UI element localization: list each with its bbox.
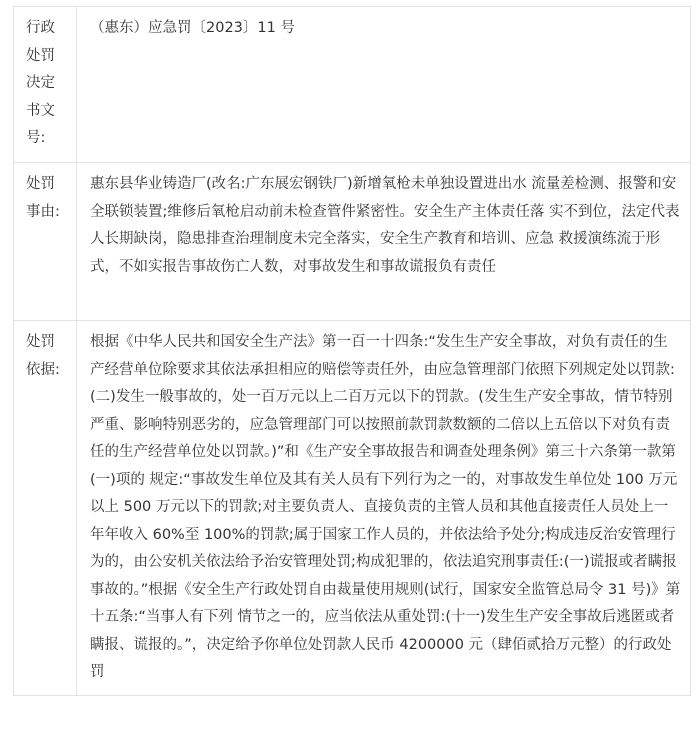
table-row [14, 163, 691, 321]
penalty-info-table [13, 6, 691, 696]
penalty-reason-label: 处罚事由: [14, 163, 77, 321]
decision-number-value: （惠东）应急罚〔2023〕11 号 [77, 7, 691, 163]
table-row [14, 321, 691, 696]
decision-number-label: 行政处罚决定书文号: [14, 7, 77, 163]
table-row [14, 7, 691, 163]
penalty-reason-value: 惠东县华业铸造厂(改名:广东展宏钢铁厂)新增氧枪未单独设置进出水 流量差检测、报警和安全联锁装置;维修后氧枪启动前未检查管件紧密性。安全生产主体责任落 实不到位，法定代表人长期缺岗，隐患排查治理制度未完全落实，安全生产教育和培训、应急 救援演练流于形式，不如实报告事故伤亡人数，对事故发生和事故谎报负有责任 [77, 163, 691, 321]
penalty-basis-label: 处罚依据: [14, 321, 77, 696]
penalty-basis-value: 根据《中华人民共和国安全生产法》第一百一十四条:“发生生产安全事故，对负有责任的生产经营单位除要求其依法承担相应的赔偿等责任外，由应急管理部门依照下列规定处以罚款:(二)发生一般事故的，处一百万元以上二百万元以下的罚款。(发生生产安全事故，情节特别严重、影响特别恶劣的，应急管理部门可以按照前款罚款数额的二倍以上五倍以下对负有责任的生产经营单位处以罚款。)”和《生产安全事故报告和调查处理条例》第三十六条第一款第(一)项的 规定:“事故发生单位及其有关人员有下列行为之一的，对事故发生单位处 100 万元以上 500 万元以下的罚款;对主要负责人、直接负责的主管人员和其他直接责任人员处上一年年收入 60%至 100%的罚款;属于国家工作人员的，并依法给予处分;构成违反治安管理行为的，由公安机关依法给予治安管理处罚;构成犯罪的，依法追究刑事责任:(一)谎报或者瞒报事故的。”根据《安全生产行政处罚自由裁量使用规则(试行，国家安全监管总局令 31 号)》第十五条:“当事人有下列 情节之一的，应当依法从重处罚:(十一)发生生产安全事故后逃匿或者瞒报、谎报的。”，决定给予你单位处罚款人民币 4200000 元（肆佰贰拾万元整）的行政处罚 [77, 321, 691, 696]
